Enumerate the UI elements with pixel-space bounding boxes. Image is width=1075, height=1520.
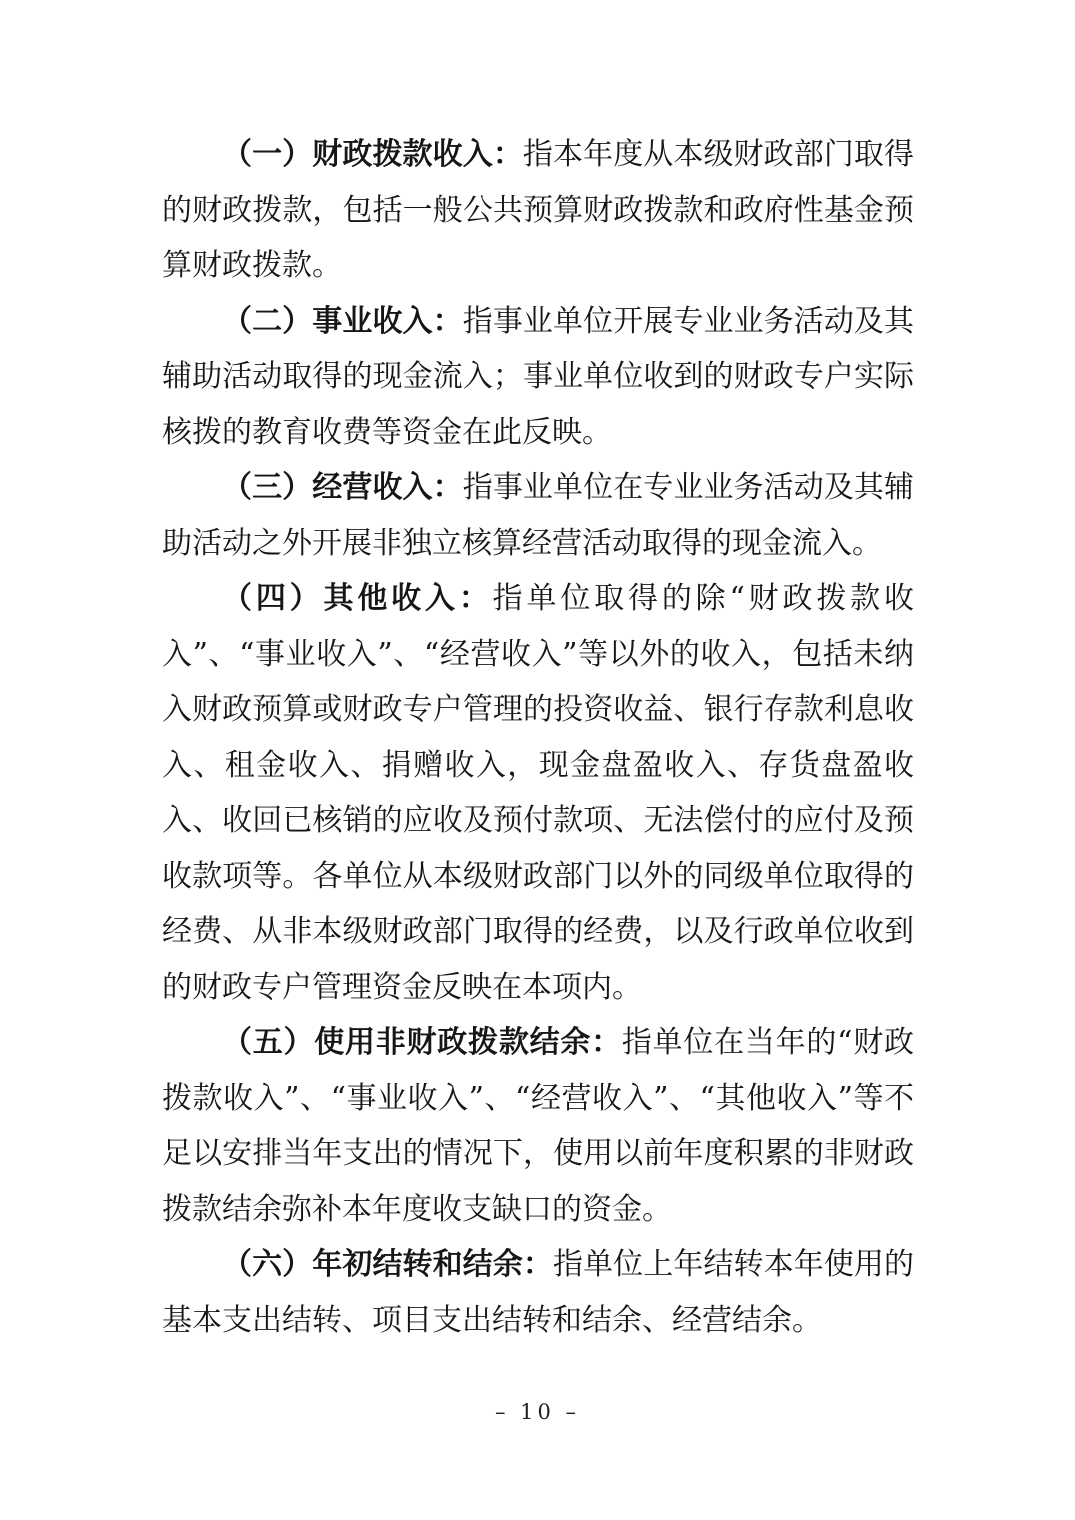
paragraph-text: 指单位取得的除“财政拨款收入”、“事业收入”、“经营收入”等以外的收入，包括未纳入财政预算或财政专户管理的投资收益、银行存款利息收入、租金收入、捐赠收入，现金盘盈收入、存货盘盈收入、收回已核销的应收及预付款项、无法偿付的应付及预收款项等。各单位从本级财政部门以外的同级单位取得的经费、从非本级财政部门取得的经费，以及行政单位收到的财政专户管理资金反映在本项内。 xyxy=(162,581,915,1005)
document-body xyxy=(162,127,914,1348)
paragraph-label: （一）财政拨款收入： xyxy=(222,137,523,172)
paragraph-text: 指单位上年结转本年使用的基本支出结转、项目支出结转和结余、经营结余。 xyxy=(162,1247,914,1338)
paragraph-label: （五）使用非财政拨款结余： xyxy=(222,1025,622,1060)
paragraph-text: 指本年度从本级财政部门取得的财政拨款，包括一般公共预算财政拨款和政府性基金预算财政拨款。 xyxy=(162,137,915,283)
paragraph-text: 指事业单位开展专业业务活动及其辅助活动取得的现金流入；事业单位收到的财政专户实际核拨的教育收费等资金在此反映。 xyxy=(162,303,915,450)
paragraph-text: 指事业单位在专业业务活动及其辅助活动之外开展非独立核算经营活动取得的现金流入。 xyxy=(162,470,915,561)
paragraph-label: （四）其他收入： xyxy=(222,581,493,616)
paragraph xyxy=(162,571,914,1015)
page-number: – 10 – xyxy=(494,1400,581,1424)
paragraph-label: （二）事业收入： xyxy=(222,303,463,339)
paragraph-label: （六）年初结转和结余： xyxy=(222,1247,553,1282)
paragraph-text: 指单位在当年的“财政拨款收入”、“事业收入”、“经营收入”、“其他收入”等不足以安排当年支出的情况下，使用以前年度积累的非财政拨款结余弥补本年度收支缺口的资金。 xyxy=(162,1025,914,1227)
paragraph-label: （三）经营收入： xyxy=(222,470,463,505)
paragraph xyxy=(162,294,914,461)
paragraph xyxy=(162,460,914,571)
paragraph xyxy=(162,1015,914,1237)
paragraph xyxy=(162,127,914,294)
paragraph xyxy=(162,1237,914,1348)
